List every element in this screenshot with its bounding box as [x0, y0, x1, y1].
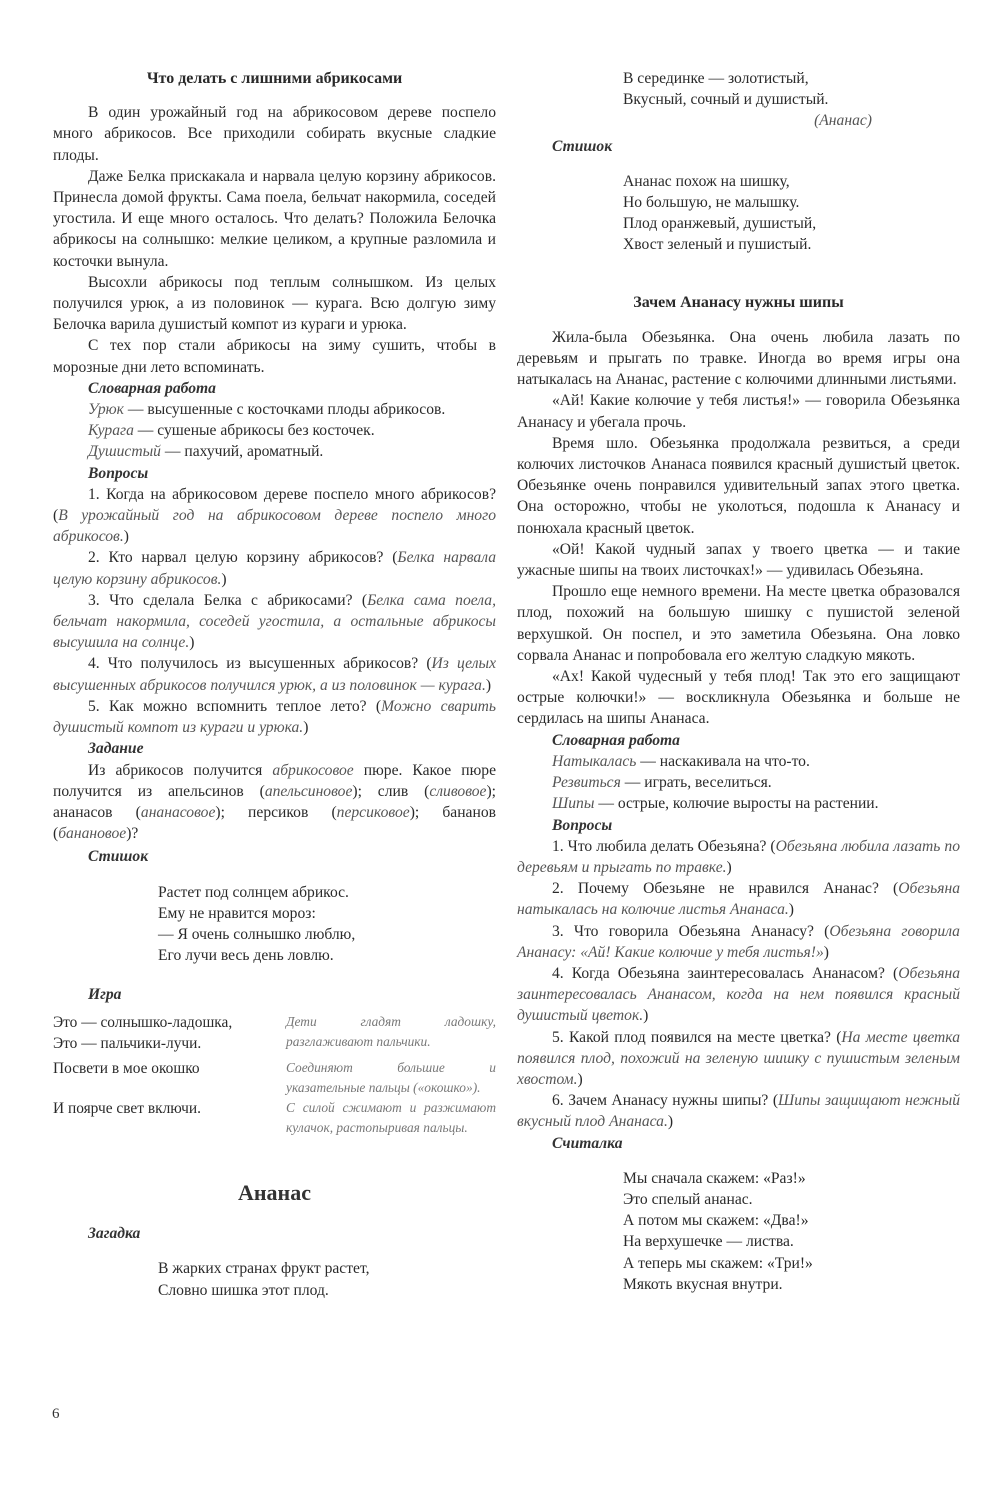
question-text: 4. Когда Обезьяна заинтересовалась Ананасом? (	[552, 964, 899, 982]
task-fragment: ); слив (	[352, 782, 430, 800]
answer-text: В урожайный год на абрикосовом дереве поспело много абрикосов.	[53, 507, 496, 546]
game-line: Это — солнышко-ладошка, Это — пальчики-лучи.	[53, 1013, 233, 1052]
answer-text: Из целых высушенных абрикосов получился урюк, а из половинок — курага.	[53, 655, 496, 694]
question-item	[53, 547, 496, 589]
vocab-term: Душистый	[88, 443, 161, 461]
answer-close: )	[123, 528, 129, 546]
answer-close: )	[643, 1007, 649, 1025]
vocab-definition: — высушенные с косточками плоды абрикосов.	[123, 401, 446, 419]
task-answer: персиковое	[336, 803, 410, 821]
poem-heading: Стишок	[88, 848, 149, 866]
answer-text: Обезьяна натыкалась на колючие листья Ананаса.	[517, 880, 960, 919]
counting-rhyme: Мы сначала скажем: «Раз!» Это спелый ананас. А потом мы скажем: «Два!» На верхушечке — листва. А теперь мы скажем: «Три!» Мякоть вкусная внутри.	[623, 1169, 813, 1293]
story-paragraph: «Ах! Какой чудесный у тебя плод! Так это его защищают острые колючки!» — воскликнула Обезьянка и больше не сердилась на шипы Ананаса.	[517, 668, 960, 728]
question-text: 6. Зачем Ананасу нужны шипы? (	[552, 1092, 779, 1110]
question-text: 2. Почему Обезьяне не нравился Ананас? (	[552, 880, 899, 898]
game-heading: Игра	[88, 986, 122, 1004]
task-fragment: ); персиков (	[215, 803, 337, 821]
story-paragraph: Прошло еще немного времени. На месте цветка образовался плод, похожий на большую шишку с пушистой зеленой верхушкой. Он поспел, и это заметила Обезьяна. Она ловко сорвала Ананас и попробовала его желтую сладкую мякоть.	[517, 583, 960, 664]
vocab-term: Шипы	[552, 795, 595, 813]
question-item	[517, 878, 960, 920]
apricot-poem: Растет под солнцем абрикос. Ему не нравится мороз: — Я очень солнышко люблю, Его лучи весь день ловлю.	[158, 883, 356, 965]
vocab-heading: Словарная работа	[88, 379, 216, 397]
answer-text: Можно сварить душистый компот из кураги и урюка.	[53, 697, 496, 737]
question-item	[53, 484, 496, 548]
task-heading: Задание	[88, 740, 144, 758]
question-text: 5. Какой плод появился на месте цветка? (	[552, 1028, 842, 1046]
task-fragment: )?	[126, 825, 139, 843]
vocab-item	[517, 751, 960, 772]
game-note: Соединяют большие и указательные пальцы («окошко»).	[286, 1059, 496, 1095]
task-text	[53, 760, 496, 845]
story-paragraph: Жила-была Обезьянка. Она очень любила лазать по деревьям и прыгать по травке. Иногда во время игры она натыкалась на Ананас, растение с колючими длинными листьями.	[517, 328, 960, 389]
counting-rhyme-heading: Считалка	[552, 1134, 623, 1152]
question-item	[53, 590, 496, 654]
questions-heading: Вопросы	[552, 816, 613, 834]
vocab-item	[53, 441, 496, 462]
finger-game	[53, 1012, 496, 1138]
questions-heading: Вопросы	[88, 464, 149, 482]
task-answer: апельсиновое	[264, 782, 353, 800]
question-text: 1. Когда на абрикосовом дереве поспело много абрикосов? (	[53, 485, 496, 525]
question-item	[517, 836, 960, 878]
answer-close: )	[667, 1113, 674, 1131]
right-column	[517, 68, 960, 1295]
left-column	[53, 68, 496, 1301]
question-item	[517, 921, 960, 963]
vocab-term: Натыкалась	[552, 752, 637, 770]
apricot-story-title: Что делать с лишними абрикосами	[146, 70, 403, 87]
answer-close: )	[221, 570, 227, 588]
answer-text: Белка нарвала целую корзину абрикосов.	[53, 549, 496, 588]
question-text: 2. Кто нарвал целую корзину абрикосов? (	[88, 549, 398, 567]
answer-text: Обезьяна любила лазать по деревьям и прыгать по травке.	[517, 837, 960, 876]
task-answer: абрикосовое	[272, 761, 354, 779]
vocab-term: Урюк	[88, 401, 124, 419]
game-line: Посвети в мое окошко	[53, 1059, 200, 1077]
game-row	[53, 1054, 496, 1098]
question-item	[517, 963, 960, 1027]
question-text: 3. Что сделала Белка с абрикосами? (	[88, 591, 368, 609]
vocab-item	[517, 793, 960, 814]
riddle-continuation: В серединке — золотистый, Вкусный, сочный и душистый.	[623, 70, 829, 109]
task-fragment: пюре. Какое пюре получится из апельсинов (	[53, 761, 496, 800]
question-item	[53, 653, 496, 695]
game-row	[53, 1012, 496, 1054]
game-note: Дети гладят ладошку, разглаживают пальчики.	[286, 1013, 496, 1049]
task-answer: банановое	[58, 825, 127, 843]
task-answer: ананасовое	[140, 803, 216, 821]
task-fragment: ); бананов (	[53, 803, 496, 843]
vocab-definition: — наскакивала на что-то.	[636, 752, 810, 770]
answer-text: Шипы защищают нежный вкусный плод Ананаса.	[517, 1092, 960, 1131]
answer-close: )	[485, 676, 492, 694]
question-item	[517, 1090, 960, 1132]
answer-close: )	[303, 719, 309, 737]
vocab-term: Курага	[88, 422, 134, 440]
page-number: 6	[52, 1406, 60, 1422]
task-answer: сливовое	[429, 782, 487, 800]
question-text: 4. Что получилось из высушенных абрикосов? (	[88, 655, 432, 673]
question-text: 1. Что любила делать Обезьяна? (	[552, 837, 776, 855]
vocab-heading: Словарная работа	[552, 731, 680, 749]
question-item	[517, 1027, 960, 1091]
pineapple-poem: Ананас похож на шишку, Но большую, не малышку. Плод оранжевый, душистый, Хвост зеленый и пушистый.	[623, 172, 817, 254]
answer-text: Белка сама поела, бельчат накормила, соседей угостила, а остальные абрикосы высушила на солнце.	[53, 591, 496, 652]
question-item	[53, 696, 496, 738]
story-paragraph: Время шло. Обезьянка продолжала резвиться, а среди колючих листочков Ананаса появился красный душистый цветок. Обезьянке очень понравился удивительный запах этого цветка. Она осторожно, чтобы не уколоться, подошла к Ананасу и понюхала красный цветок.	[517, 434, 960, 537]
answer-text: Обезьяна заинтересовалась Ананасом, когда на нем появился красный душистый цветок.	[517, 964, 960, 1025]
vocab-term: Резвиться	[552, 774, 621, 792]
poem-heading: Стишок	[552, 137, 613, 155]
answer-close: )	[577, 1070, 583, 1088]
pineapple-section-title: Ананас	[237, 1179, 311, 1205]
task-fragment: ); ананасов (	[53, 782, 497, 821]
vocab-definition: — пахучий, ароматный.	[160, 443, 324, 461]
answer-text: На месте цветка появился плод, похожий на зеленую шишку с пушистым зеленым хвостом.	[517, 1028, 961, 1088]
story-paragraph: Даже Белка прискакала и нарвала целую корзину абрикосов. Принесла домой фрукты. Сама поела, бельчат накормила, соседей угостила. И еще много осталось. Что делать? Положила Белочка абрикосы на солнышко: мелкие целиком, а крупные разломила и косточки вынула.	[53, 167, 496, 270]
riddle-answer: (Ананас)	[814, 112, 872, 130]
question-text: 3. Что говорила Обезьяна Ананасу? (	[552, 922, 830, 940]
answer-close: )	[788, 901, 794, 919]
game-note: С силой сжимают и разжимают кулачок, растопыривая пальцы.	[286, 1099, 496, 1135]
story-paragraph: С тех пор стали абрикосы на зиму сушить, чтобы в морозные дни лето вспоминать.	[53, 337, 496, 376]
pineapple-story-title: Зачем Ананасу нужны шипы	[633, 293, 844, 311]
answer-close: )	[823, 943, 829, 961]
story-paragraph: В один урожайный год на абрикосовом дереве поспело много абрикосов. Все приходили собирать вкусные сладкие плоды.	[53, 104, 496, 164]
answer-close: )	[726, 858, 732, 876]
vocab-item	[517, 772, 960, 793]
story-paragraph: «Ой! Какой чудный запах у твоего цветка — и такие ужасные шипы на твоих листочках!» — удивилась Обезьяна.	[517, 540, 960, 580]
task-fragment: Из абрикосов получится	[88, 761, 273, 779]
answer-text: Обезьяна говорила Ананасу: «Ай! Какие колючие у тебя листья!»	[517, 922, 960, 961]
vocab-definition: — играть, веселиться.	[620, 774, 772, 792]
vocab-item	[53, 399, 496, 420]
game-row	[53, 1098, 496, 1138]
story-paragraph: «Ай! Какие колючие у тебя листья!» — говорила Обезьянка Ананасу и убегала прочь.	[517, 392, 960, 431]
answer-close: )	[189, 634, 195, 652]
vocab-definition: — сушеные абрикосы без косточек.	[133, 422, 375, 440]
vocab-item	[53, 420, 496, 441]
vocab-definition: — острые, колючие выросты на растении.	[594, 795, 879, 813]
question-text: 5. Как можно вспомнить теплое лето? (	[88, 697, 382, 715]
story-paragraph: Высохли абрикосы под теплым солнышком. Из целых получился урюк, а из половинок — курага. Всю долгую зиму Белочка варила душистый компот из кураги и урюка.	[53, 273, 496, 334]
riddle-text: В жарких странах фрукт растет, Словно шишка этот плод.	[158, 1260, 370, 1299]
riddle-heading: Загадка	[88, 1225, 141, 1243]
game-line: И поярче свет включи.	[53, 1099, 201, 1117]
